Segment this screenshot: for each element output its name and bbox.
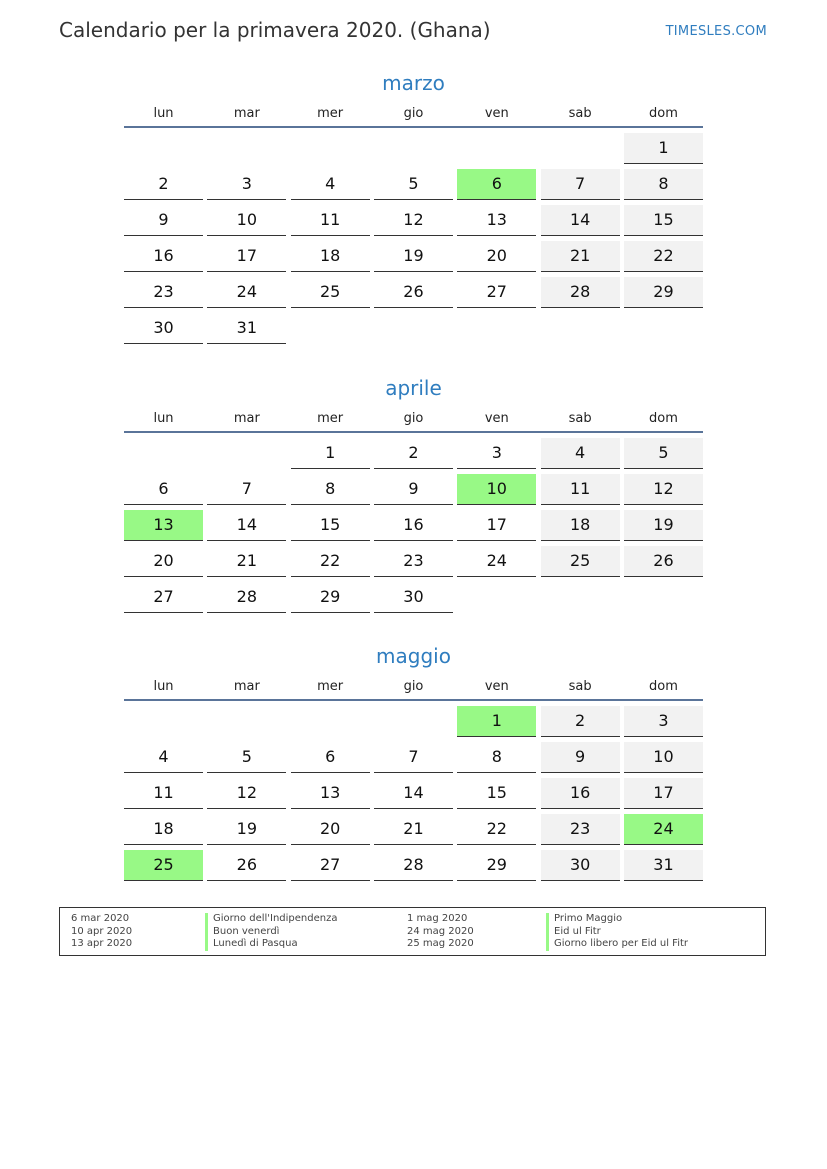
weekday-label: lun: [153, 411, 174, 426]
day-cell: 20: [457, 241, 536, 272]
day-cell: 7: [374, 742, 453, 773]
empty-cell: [124, 706, 203, 737]
day-cell: 21: [207, 546, 286, 577]
day-cell: 25: [291, 277, 370, 308]
month-calendar-march: [124, 70, 703, 344]
weekday-label: mer: [317, 106, 344, 121]
weekday-label: dom: [649, 679, 678, 694]
legend-dates-left: [71, 913, 132, 951]
day-cell: 19: [374, 241, 453, 272]
day-cell: 31: [207, 313, 286, 344]
empty-cell: [291, 706, 370, 737]
days-grid: [124, 133, 703, 344]
day-cell: 2: [124, 169, 203, 200]
day-cell: 23: [541, 814, 620, 845]
month-calendar-april: [124, 375, 703, 613]
day-cell: 10: [457, 474, 536, 505]
page-title: Calendario per la primavera 2020. (Ghana): [59, 18, 491, 42]
day-cell: 3: [457, 438, 536, 469]
day-cell: 31: [624, 850, 703, 881]
day-cell: 17: [207, 241, 286, 272]
day-cell: 28: [374, 850, 453, 881]
day-cell: 23: [374, 546, 453, 577]
day-cell: 9: [124, 205, 203, 236]
day-cell: 27: [291, 850, 370, 881]
weekday-label: dom: [649, 106, 678, 121]
holiday-legend: [59, 907, 766, 956]
day-cell: 20: [291, 814, 370, 845]
weekday-label: mer: [317, 679, 344, 694]
day-cell: 6: [457, 169, 536, 200]
weekday-label: lun: [153, 106, 174, 121]
day-cell: 29: [291, 582, 370, 613]
day-cell: 20: [124, 546, 203, 577]
month-calendar-may: [124, 643, 703, 881]
weekday-label: lun: [153, 679, 174, 694]
day-cell: 18: [541, 510, 620, 541]
legend-date: 1 mag 2020: [407, 913, 468, 924]
day-cell: 7: [541, 169, 620, 200]
empty-cell: [207, 133, 286, 164]
day-cell: 6: [291, 742, 370, 773]
days-grid: [124, 706, 703, 881]
day-cell: 28: [541, 277, 620, 308]
day-cell: 26: [624, 546, 703, 577]
legend-date: 13 apr 2020: [71, 938, 133, 950]
day-cell: 19: [624, 510, 703, 541]
weekday-label: mar: [233, 106, 260, 121]
day-cell: 22: [457, 814, 536, 845]
weekday-label: mar: [233, 411, 260, 426]
day-cell: 6: [124, 474, 203, 505]
day-cell: 23: [124, 277, 203, 308]
day-cell: 24: [624, 814, 703, 845]
day-cell: 1: [624, 133, 703, 164]
day-cell: 3: [624, 706, 703, 737]
day-cell: 9: [374, 474, 453, 505]
day-cell: 4: [291, 169, 370, 200]
day-cell: 22: [624, 241, 703, 272]
empty-cell: [124, 438, 203, 469]
day-cell: 18: [124, 814, 203, 845]
day-cell: 14: [541, 205, 620, 236]
legend-holiday-name: Lunedì di Pasqua: [205, 938, 338, 951]
day-cell: 24: [457, 546, 536, 577]
day-cell: 17: [624, 778, 703, 809]
day-cell: 8: [457, 742, 536, 773]
day-cell: 12: [624, 474, 703, 505]
empty-cell: [374, 706, 453, 737]
day-cell: 4: [541, 438, 620, 469]
day-cell: 5: [207, 742, 286, 773]
site-logo-link[interactable]: TIMESLES.COM: [665, 24, 767, 39]
day-cell: 15: [291, 510, 370, 541]
day-cell: 30: [374, 582, 453, 613]
day-cell: 11: [541, 474, 620, 505]
weekday-label: sab: [568, 679, 592, 694]
day-cell: 13: [124, 510, 203, 541]
day-cell: 30: [541, 850, 620, 881]
legend-date: 6 mar 2020: [71, 913, 130, 924]
weekday-header: [124, 409, 703, 433]
day-cell: 8: [291, 474, 370, 505]
day-cell: 2: [541, 706, 620, 737]
day-cell: 27: [457, 277, 536, 308]
day-cell: 13: [291, 778, 370, 809]
weekday-label: gio: [403, 679, 424, 694]
day-cell: 5: [374, 169, 453, 200]
legend-holiday-name: Buon venerdì: [205, 926, 338, 939]
legend-dates-right: [407, 913, 474, 951]
month-title: aprile: [385, 376, 442, 400]
day-cell: 12: [207, 778, 286, 809]
day-cell: 10: [624, 742, 703, 773]
weekday-header: [124, 104, 703, 128]
day-cell: 16: [124, 241, 203, 272]
day-cell: 15: [457, 778, 536, 809]
day-cell: 12: [374, 205, 453, 236]
day-cell: 17: [457, 510, 536, 541]
legend-holiday-name: Giorno dell'Indipendenza: [205, 913, 338, 926]
day-cell: 1: [457, 706, 536, 737]
day-cell: 28: [207, 582, 286, 613]
day-cell: 16: [541, 778, 620, 809]
legend-names-right: [546, 913, 688, 951]
day-cell: 27: [124, 582, 203, 613]
empty-cell: [207, 706, 286, 737]
weekday-label: gio: [403, 106, 424, 121]
day-cell: 26: [207, 850, 286, 881]
day-cell: 25: [124, 850, 203, 881]
month-title: maggio: [376, 644, 451, 668]
day-cell: 4: [124, 742, 203, 773]
weekday-label: mer: [317, 411, 344, 426]
empty-cell: [457, 133, 536, 164]
days-grid: [124, 438, 703, 613]
weekday-label: ven: [484, 106, 509, 121]
day-cell: 16: [374, 510, 453, 541]
day-cell: 19: [207, 814, 286, 845]
day-cell: 11: [291, 205, 370, 236]
day-cell: 1: [291, 438, 370, 469]
legend-date: 10 apr 2020: [71, 925, 133, 937]
legend-holiday-name: Eid ul Fitr: [546, 926, 688, 939]
day-cell: 3: [207, 169, 286, 200]
empty-cell: [374, 133, 453, 164]
day-cell: 8: [624, 169, 703, 200]
day-cell: 25: [541, 546, 620, 577]
day-cell: 14: [207, 510, 286, 541]
day-cell: 22: [291, 546, 370, 577]
day-cell: 18: [291, 241, 370, 272]
weekday-header: [124, 677, 703, 701]
weekday-label: dom: [649, 411, 678, 426]
day-cell: 29: [457, 850, 536, 881]
legend-names-left: [205, 913, 338, 951]
weekday-label: ven: [484, 411, 509, 426]
weekday-label: sab: [568, 411, 592, 426]
legend-date: 25 mag 2020: [407, 938, 474, 950]
empty-cell: [124, 133, 203, 164]
empty-cell: [291, 133, 370, 164]
day-cell: 14: [374, 778, 453, 809]
weekday-label: sab: [568, 106, 592, 121]
day-cell: 24: [207, 277, 286, 308]
day-cell: 9: [541, 742, 620, 773]
day-cell: 7: [207, 474, 286, 505]
empty-cell: [541, 133, 620, 164]
day-cell: 29: [624, 277, 703, 308]
day-cell: 26: [374, 277, 453, 308]
day-cell: 21: [541, 241, 620, 272]
legend-date: 24 mag 2020: [407, 925, 474, 937]
month-title: marzo: [382, 71, 445, 95]
legend-holiday-name: Primo Maggio: [546, 913, 688, 926]
day-cell: 21: [374, 814, 453, 845]
weekday-label: gio: [403, 411, 424, 426]
empty-cell: [207, 438, 286, 469]
day-cell: 30: [124, 313, 203, 344]
day-cell: 13: [457, 205, 536, 236]
weekday-label: ven: [484, 679, 509, 694]
legend-holiday-name: Giorno libero per Eid ul Fitr: [546, 938, 688, 951]
day-cell: 5: [624, 438, 703, 469]
day-cell: 10: [207, 205, 286, 236]
day-cell: 15: [624, 205, 703, 236]
day-cell: 11: [124, 778, 203, 809]
day-cell: 2: [374, 438, 453, 469]
weekday-label: mar: [233, 679, 260, 694]
